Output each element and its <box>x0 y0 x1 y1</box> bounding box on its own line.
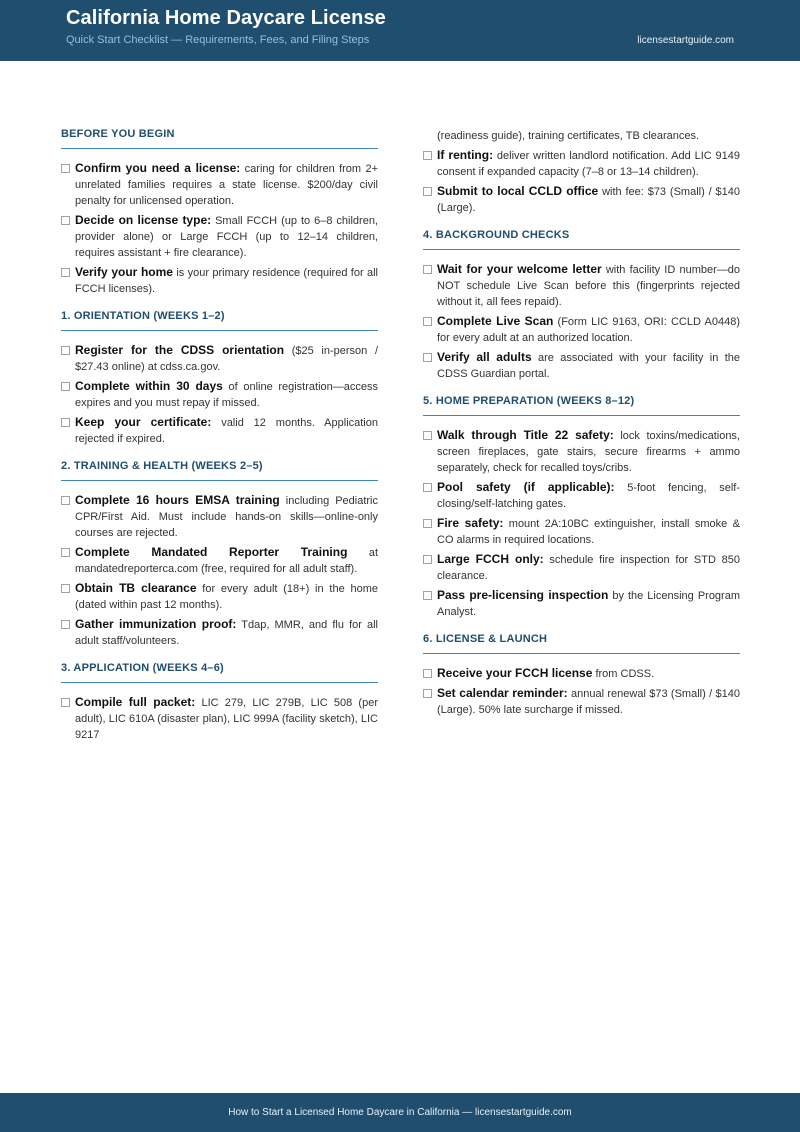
checkbox-icon[interactable] <box>61 164 70 173</box>
item-lead: Register for the CDSS orientation <box>75 343 285 357</box>
checkbox-icon[interactable] <box>61 548 70 557</box>
item-text: valid 12 months. Application rejected if expired. <box>75 417 378 445</box>
item-lead: Complete Mandated Reporter Training <box>75 545 348 559</box>
item-lead: Fire safety: <box>437 516 504 530</box>
page-footer <box>0 1093 800 1132</box>
checkbox-icon[interactable] <box>423 187 432 196</box>
checkbox-icon[interactable] <box>423 483 432 492</box>
checkbox-icon[interactable] <box>61 620 70 629</box>
checkbox-icon[interactable] <box>423 669 432 678</box>
section-title: 6. LICENSE & LAUNCH <box>423 633 740 654</box>
item-lead: Decide on license type: <box>75 213 212 227</box>
item-text: with fee: $73 (Small) / $140 (Large). <box>437 186 740 214</box>
section-home-preparation <box>423 395 740 620</box>
checklist-item <box>423 147 740 180</box>
checkbox-icon[interactable] <box>423 317 432 326</box>
item-text: (Form LIC 9163, ORI: CCLD A0448) for every adult at an authorized location. <box>437 316 740 344</box>
checklist-item <box>423 665 740 682</box>
page-title: California Home Daycare License <box>66 7 386 29</box>
page-header <box>0 0 800 61</box>
item-lead: If renting: <box>437 148 494 162</box>
checkbox-icon[interactable] <box>61 216 70 225</box>
checklist-item <box>61 342 378 375</box>
item-text: ($25 in-person / $27.43 online) at cdss.ca.gov. <box>75 345 378 373</box>
section-training-health <box>61 460 378 649</box>
checklist-item <box>423 685 740 718</box>
item-lead: Obtain TB clearance <box>75 581 197 595</box>
checkbox-icon[interactable] <box>61 698 70 707</box>
checklist-item <box>61 694 378 743</box>
item-lead: Pass pre-licensing inspection <box>437 588 609 602</box>
checklist-item <box>61 492 378 541</box>
left-column <box>61 128 378 756</box>
section-title: 5. HOME PREPARATION (WEEKS 8–12) <box>423 395 740 416</box>
checklist-item <box>61 378 378 411</box>
item-text: annual renewal $73 (Small) / $140 (Large). 50% late surcharge if missed. <box>437 688 740 716</box>
item-lead: Complete 16 hours EMSA training <box>75 493 280 507</box>
item-continuation: (readiness guide), training certificates, TB clearances. <box>437 130 700 142</box>
checklist-item <box>423 313 740 346</box>
checklist-item <box>61 414 378 447</box>
item-text: from CDSS. <box>592 668 655 680</box>
section-orientation <box>61 310 378 447</box>
section-license-launch <box>423 633 740 718</box>
item-text: LIC 279, LIC 279B, LIC 508 (per adult), LIC 610A (disaster plan), LIC 999A (facility sketch), LIC 9217 <box>75 697 378 741</box>
checklist-item <box>61 160 378 209</box>
section-application-continued <box>423 128 740 216</box>
checkbox-icon[interactable] <box>61 382 70 391</box>
checkbox-icon[interactable] <box>423 689 432 698</box>
item-text: of online registration—access expires and you must repay if missed. <box>75 381 378 409</box>
item-text: including Pediatric CPR/First Aid. Must include hands-on skills—online-only courses are rejected. <box>75 495 378 539</box>
section-before-you-begin <box>61 128 378 297</box>
item-text: for every adult (18+) in the home (dated within past 12 months). <box>75 583 378 611</box>
checklist-item <box>61 264 378 297</box>
item-lead: Keep your certificate: <box>75 415 212 429</box>
checklist-item <box>61 580 378 613</box>
section-title: 2. TRAINING & HEALTH (WEEKS 2–5) <box>61 460 378 481</box>
item-text: deliver written landlord notification. Add LIC 9149 consent if expanded capacity (7–8 or 13–14 children). <box>437 150 740 178</box>
item-lead: Receive your FCCH license <box>437 666 593 680</box>
checkbox-icon[interactable] <box>423 265 432 274</box>
checkbox-icon[interactable] <box>423 591 432 600</box>
checklist-item <box>61 212 378 261</box>
item-lead: Walk through Title 22 safety: <box>437 428 614 442</box>
item-text: is your primary residence (required for all FCCH licenses). <box>75 267 378 295</box>
checkbox-icon[interactable] <box>61 584 70 593</box>
checklist-item <box>423 349 740 382</box>
checklist-item <box>423 183 740 216</box>
item-text: schedule fire inspection for STD 850 clearance. <box>437 554 741 582</box>
item-text: mount 2A:10BC extinguisher, install smoke & CO alarms in required locations. <box>437 518 740 546</box>
section-title: BEFORE YOU BEGIN <box>61 128 378 149</box>
checkbox-icon[interactable] <box>423 353 432 362</box>
section-background-checks <box>423 229 740 382</box>
item-lead: Submit to local CCLD office <box>437 184 599 198</box>
section-title: 3. APPLICATION (WEEKS 4–6) <box>61 662 378 683</box>
item-lead: Wait for your welcome letter <box>437 262 602 276</box>
checkbox-icon[interactable] <box>61 418 70 427</box>
item-lead: Confirm you need a license: <box>75 161 241 175</box>
item-lead: Verify your home <box>75 265 173 279</box>
checkbox-icon[interactable] <box>423 431 432 440</box>
item-text: caring for children from 2+ unrelated families requires a state license. $200/day civil penalty for unlicensed operation. <box>75 163 378 207</box>
checklist-item <box>423 479 740 512</box>
item-lead: Complete within 30 days <box>75 379 223 393</box>
item-text: Tdap, MMR, and flu for all adult staff/volunteers. <box>75 619 378 647</box>
checkbox-icon[interactable] <box>423 151 432 160</box>
item-text: Small FCCH (up to 6–8 children, provider alone) or Large FCCH (up to 12–14 children, requires assistant + fire clearance). <box>75 215 378 259</box>
checklist-item <box>423 261 740 310</box>
item-lead: Large FCCH only: <box>437 552 544 566</box>
section-application <box>61 662 378 743</box>
site-name: licensestartguide.com <box>637 35 734 46</box>
page-subtitle: Quick Start Checklist — Requirements, Fees, and Filing Steps <box>66 34 370 46</box>
checklist-item <box>423 515 740 548</box>
item-text: at mandatedreporterca.com (free, required for all adult staff). <box>75 547 379 575</box>
item-lead: Set calendar reminder: <box>437 686 568 700</box>
item-text: lock toxins/medications, screen fireplaces, gate stairs, secure firearms + ammo separately, check for recalled toys/cribs. <box>437 430 740 474</box>
checkbox-icon[interactable] <box>423 555 432 564</box>
section-title: 1. ORIENTATION (WEEKS 1–2) <box>61 310 378 331</box>
checklist-item <box>61 616 378 649</box>
item-text: with facility ID number—do NOT schedule Live Scan before this (fingerprints rejected without it, all fees repaid). <box>437 264 740 308</box>
checkbox-icon[interactable] <box>61 346 70 355</box>
checkbox-icon[interactable] <box>61 268 70 277</box>
checkbox-icon[interactable] <box>423 519 432 528</box>
item-lead: Compile full packet: <box>75 695 196 709</box>
item-text: by the Licensing Program Analyst. <box>437 590 740 618</box>
checklist-item <box>423 587 740 620</box>
checklist-item <box>423 551 740 584</box>
section-title: 4. BACKGROUND CHECKS <box>423 229 740 250</box>
item-lead: Pool safety (if applicable): <box>437 480 615 494</box>
item-text: 5-foot fencing, self-closing/self-latching gates. <box>437 482 740 510</box>
checklist-item <box>423 427 740 476</box>
item-lead: Verify all adults <box>437 350 532 364</box>
checkbox-icon[interactable] <box>61 496 70 505</box>
checklist-item <box>61 544 378 577</box>
item-lead: Complete Live Scan <box>437 314 554 328</box>
footer-text: How to Start a Licensed Home Daycare in California — licensestartguide.com <box>228 1107 572 1118</box>
item-text: are associated with your facility in the CDSS Guardian portal. <box>437 352 740 380</box>
right-column <box>423 128 740 731</box>
item-lead: Gather immunization proof: <box>75 617 237 631</box>
